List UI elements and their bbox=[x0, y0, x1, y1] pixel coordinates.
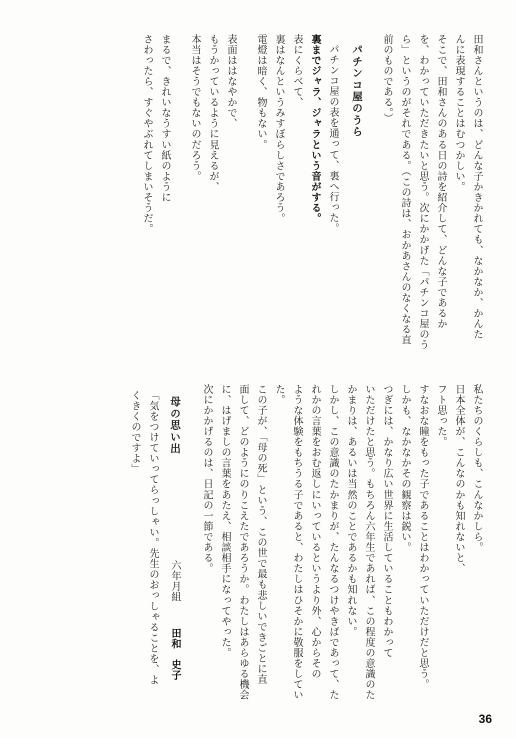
bottom-text-column-3: フト思った。 bbox=[435, 384, 446, 448]
bottom-text-column-8: かまりは、あるいは当然のことであるかも知れない。 bbox=[345, 384, 356, 638]
diary-author: 田和 史子 bbox=[169, 628, 180, 681]
bottom-text-column-2: 日本全体が、こんなのかも知れないと、 bbox=[453, 384, 464, 574]
bottom-text-column-10: れかの言葉をおむ返しにいっているというより外、心からその bbox=[309, 384, 320, 680]
poem-line: もうかっているように見えるが、 bbox=[207, 34, 218, 193]
diary-class: 六年月組 bbox=[169, 560, 180, 603]
page-number: 36 bbox=[478, 712, 492, 726]
poem-line: 裏はなんというみすぼらしさであろう。 bbox=[273, 34, 284, 224]
top-text-column-3: そこで、田和さんのある日の詩を紹介して、どんな子であるか bbox=[435, 34, 446, 330]
poem-line: まるで、きれいなうすい紙のように bbox=[159, 34, 170, 203]
poem-line: 表面ははなやかで、 bbox=[225, 34, 236, 129]
poem-line: 電燈は暗く、物もない。 bbox=[255, 34, 266, 151]
bottom-text-column-13: この子が、「母の死」という、この世で最も悲しいできごとに直 bbox=[255, 384, 266, 685]
bottom-text-column-7: いただけたと思う。もちろん六年生であれば、この程度の意識のた bbox=[363, 384, 374, 701]
bottom-text-column-9: しかし、この意識のたかまりが、たんなるつけやきばであって、た bbox=[327, 384, 338, 701]
bottom-text-column-12: た。 bbox=[273, 384, 284, 406]
bottom-text-column-16: 次にかかげるのは、日記の一節である。 bbox=[201, 384, 212, 574]
top-text-column-1: 田和さんというのは、どんな子かきかれても、なかなか、かんた bbox=[471, 34, 482, 340]
poem-title: パチンコ屋のうら bbox=[351, 44, 363, 138]
bottom-text-column-5: しかも、なかなかその観察は鋭い。 bbox=[399, 384, 410, 553]
top-text-column-6: 前のものである。） bbox=[381, 34, 392, 124]
diary-title: 母の思い出 bbox=[169, 396, 181, 455]
bottom-text-column-11: ような体験をもちうる子であると、わたしはひそかに敬服をしてい bbox=[291, 384, 302, 701]
poem-line: 表にくらべて、 bbox=[291, 34, 302, 108]
poem-line: 本当はそうでもないのだろう。 bbox=[189, 34, 200, 182]
top-text-column-4: を、わかっていただきたいと思う。次にかかげた「パチンコ屋のう bbox=[417, 34, 428, 351]
bottom-text-column-4: すなおな瞳をもった子であることはわかっていただけだと思う。 bbox=[417, 384, 428, 690]
bottom-text-column-1: 私たちのくらしも、こんなかしら。 bbox=[471, 384, 482, 553]
bottom-text-column-14: 面して、どのようにのりこえたであろうか。わたしはあらゆる機会 bbox=[237, 384, 248, 701]
poem-line: さわったら、すぐやぶれてしまいそうだ。 bbox=[141, 34, 152, 235]
diary-text-column-1: 「気をつけていってらっしゃい。先生のおっしゃることを、よ bbox=[147, 390, 158, 686]
top-text-column-5: ら」というのがそれである。（この詩は、おかあさんのなくなる直 bbox=[399, 34, 410, 346]
bottom-text-column-15: に、はげましの言葉をあたえ、相談相手になってやった。 bbox=[219, 384, 230, 659]
diary-text-column-2: くきくのですよ」 bbox=[129, 390, 140, 475]
bottom-text-column-6: つぎには、かなり広い世界に生活していることもわかって bbox=[381, 384, 392, 659]
poem-line: 裏までジャラ、ジャラという音がする。 bbox=[309, 34, 320, 224]
top-text-column-2: んに表現することはむつかしい。 bbox=[453, 34, 464, 193]
poem-line: パチンコ屋の表を通って、裏へ行った。 bbox=[327, 44, 338, 234]
